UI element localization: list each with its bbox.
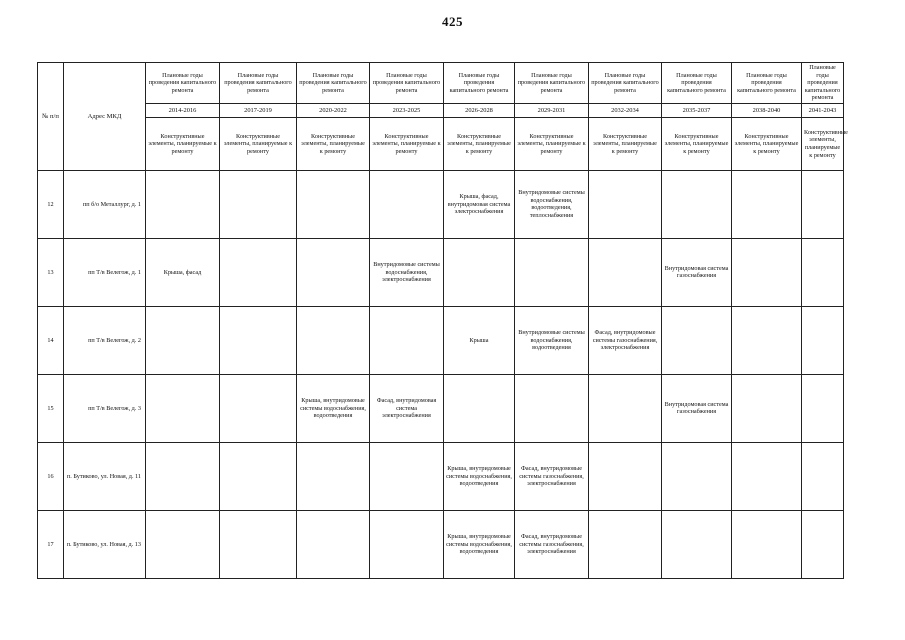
period-years-header: 2038-2040 xyxy=(732,103,802,117)
repair-schedule-table xyxy=(37,62,848,579)
row-number-cell: 16 xyxy=(38,442,64,510)
repair-elements-cell: Крыша, внутридомовые системы водоснабжения, водоотведения xyxy=(444,442,515,510)
period-elements-header: Конструктивные элементы, планируемые к ремонту xyxy=(297,117,370,170)
repair-elements-cell xyxy=(297,170,370,238)
repair-elements-cell xyxy=(802,306,844,374)
repair-elements-cell xyxy=(732,170,802,238)
repair-elements-cell xyxy=(802,442,844,510)
repair-elements-cell xyxy=(370,442,444,510)
repair-elements-cell: Внутридомовая система газоснабжения xyxy=(662,238,732,306)
repair-elements-cell xyxy=(589,170,662,238)
repair-elements-cell: Фасад, внутридомовые системы газоснабжения, электроснабжения xyxy=(515,442,589,510)
repair-elements-cell: Внутридомовая система газоснабжения xyxy=(662,374,732,442)
repair-elements-cell xyxy=(589,510,662,578)
row-number-cell: 15 xyxy=(38,374,64,442)
repair-elements-cell xyxy=(802,374,844,442)
repair-elements-cell: Крыша, внутридомовые системы водоснабжения, водоотведения xyxy=(297,374,370,442)
repair-elements-cell xyxy=(297,510,370,578)
period-years-header: 2014-2016 xyxy=(146,103,220,117)
period-title-header: Плановые годы проведения капитального ремонта xyxy=(662,63,732,104)
address-cell: п. Бутиково, ул. Новая, д. 13 xyxy=(64,510,146,578)
address-cell: пп Т/в Велегож, д. 2 xyxy=(64,306,146,374)
repair-elements-cell xyxy=(802,238,844,306)
period-elements-header: Конструктивные элементы, планируемые к ремонту xyxy=(732,117,802,170)
period-elements-header: Конструктивные элементы, планируемые к ремонту xyxy=(370,117,444,170)
address-cell: пп Т/в Велегож, д. 1 xyxy=(64,238,146,306)
period-title-header: Плановые годы проведения капитального ремонта xyxy=(297,63,370,104)
period-elements-header: Конструктивные элементы, планируемые к ремонту xyxy=(146,117,220,170)
table-header xyxy=(38,63,848,171)
repair-elements-cell xyxy=(515,374,589,442)
repair-elements-cell xyxy=(370,306,444,374)
row-number-cell: 17 xyxy=(38,510,64,578)
table-row xyxy=(38,306,844,374)
period-elements-header: Конструктивные элементы, планируемые к ремонту xyxy=(444,117,515,170)
period-years-header: 2032-2034 xyxy=(589,103,662,117)
repair-elements-cell xyxy=(220,306,297,374)
period-elements-header: Конструктивные элементы, планируемые к ремонту xyxy=(220,117,297,170)
period-elements-header: Конструктивные элементы, планируемые к ремонту xyxy=(589,117,662,170)
repair-elements-cell xyxy=(802,170,844,238)
repair-elements-cell xyxy=(297,442,370,510)
repair-elements-cell: Внутридомовые системы водоснабжения, электроснабжения xyxy=(370,238,444,306)
repair-elements-cell xyxy=(662,170,732,238)
repair-elements-cell xyxy=(444,238,515,306)
period-title-header: Плановые годы проведения капитального ремонта xyxy=(732,63,802,104)
address-cell: пп б/о Металлург, д. 1 xyxy=(64,170,146,238)
period-title-header: Плановые годы проведения капитального ремонта xyxy=(589,63,662,104)
repair-elements-cell: Фасад, внутридомовая система электроснабжения xyxy=(370,374,444,442)
repair-elements-cell xyxy=(732,238,802,306)
address-cell: пп Т/в Велегож, д. 3 xyxy=(64,374,146,442)
repair-elements-cell: Крыша xyxy=(444,306,515,374)
row-number-cell: 12 xyxy=(38,170,64,238)
period-elements-header: Конструктивные элементы, планируемые к ремонту xyxy=(802,117,844,170)
period-title-header: Плановые годы проведения капитального ремонта xyxy=(515,63,589,104)
table-row xyxy=(38,238,844,306)
repair-elements-cell xyxy=(370,510,444,578)
table-body xyxy=(38,170,844,578)
repair-elements-cell: Внутридомовые системы водоснабжения, водоотведения xyxy=(515,306,589,374)
repair-elements-cell: Крыша, фасад xyxy=(146,238,220,306)
repair-elements-cell xyxy=(220,510,297,578)
period-elements-header: Конструктивные элементы, планируемые к ремонту xyxy=(662,117,732,170)
period-years-header: 2041-2043 xyxy=(802,103,844,117)
repair-elements-cell xyxy=(732,306,802,374)
period-years-header: 2017-2019 xyxy=(220,103,297,117)
repair-elements-cell xyxy=(589,442,662,510)
page-number: 425 xyxy=(442,14,463,29)
period-title-header: Плановые годы проведения капитального ремонта xyxy=(220,63,297,104)
repair-elements-cell xyxy=(146,442,220,510)
repair-elements-cell xyxy=(220,374,297,442)
repair-elements-cell: Фасад, внутридомовые системы газоснабжения, электроснабжения xyxy=(589,306,662,374)
repair-elements-cell xyxy=(146,510,220,578)
table-row xyxy=(38,374,844,442)
repair-elements-cell xyxy=(589,238,662,306)
period-years-header: 2020-2022 xyxy=(297,103,370,117)
period-years-header: 2029-2031 xyxy=(515,103,589,117)
repair-elements-cell xyxy=(662,510,732,578)
period-elements-header: Конструктивные элементы, планируемые к ремонту xyxy=(515,117,589,170)
repair-elements-cell: Фасад, внутридомовые системы газоснабжения, электроснабжения xyxy=(515,510,589,578)
repair-elements-cell xyxy=(146,374,220,442)
repair-elements-cell xyxy=(732,442,802,510)
table-row xyxy=(38,442,844,510)
repair-elements-cell xyxy=(220,238,297,306)
repair-elements-cell xyxy=(444,374,515,442)
period-title-header: Плановые годы проведения капитального ремонта xyxy=(146,63,220,104)
period-years-header: 2026-2028 xyxy=(444,103,515,117)
repair-elements-cell xyxy=(589,374,662,442)
table-row xyxy=(38,170,844,238)
period-title-header: Плановые годы проведения капитального ремонта xyxy=(444,63,515,104)
period-title-header: Плановые годы проведения капитального ремонта xyxy=(802,63,844,104)
period-title-header: Плановые годы проведения капитального ремонта xyxy=(370,63,444,104)
num-column-header: № п/п xyxy=(38,63,64,171)
repair-elements-cell xyxy=(515,238,589,306)
repair-elements-cell xyxy=(220,170,297,238)
repair-elements-cell xyxy=(732,510,802,578)
address-column-header: Адрес МКД xyxy=(64,63,146,171)
repair-elements-cell xyxy=(802,510,844,578)
repair-elements-cell xyxy=(662,442,732,510)
row-number-cell: 13 xyxy=(38,238,64,306)
repair-elements-cell xyxy=(297,238,370,306)
repair-elements-cell xyxy=(662,306,732,374)
repair-elements-cell: Внутридомовые системы водоснабжения, водоотведения, теплоснабжения xyxy=(515,170,589,238)
address-cell: п. Бутиково, ул. Новая, д. 11 xyxy=(64,442,146,510)
repair-elements-cell: Крыша, внутридомовые системы водоснабжения, водоотведения xyxy=(444,510,515,578)
repair-elements-cell xyxy=(297,306,370,374)
repair-elements-cell xyxy=(370,170,444,238)
period-years-header: 2023-2025 xyxy=(370,103,444,117)
repair-elements-cell xyxy=(146,306,220,374)
row-number-cell: 14 xyxy=(38,306,64,374)
repair-elements-cell xyxy=(220,442,297,510)
period-years-header: 2035-2037 xyxy=(662,103,732,117)
repair-elements-cell: Крыша, фасад, внутридомовая система электроснабжения xyxy=(444,170,515,238)
repair-elements-cell xyxy=(146,170,220,238)
repair-elements-cell xyxy=(732,374,802,442)
table-row xyxy=(38,510,844,578)
